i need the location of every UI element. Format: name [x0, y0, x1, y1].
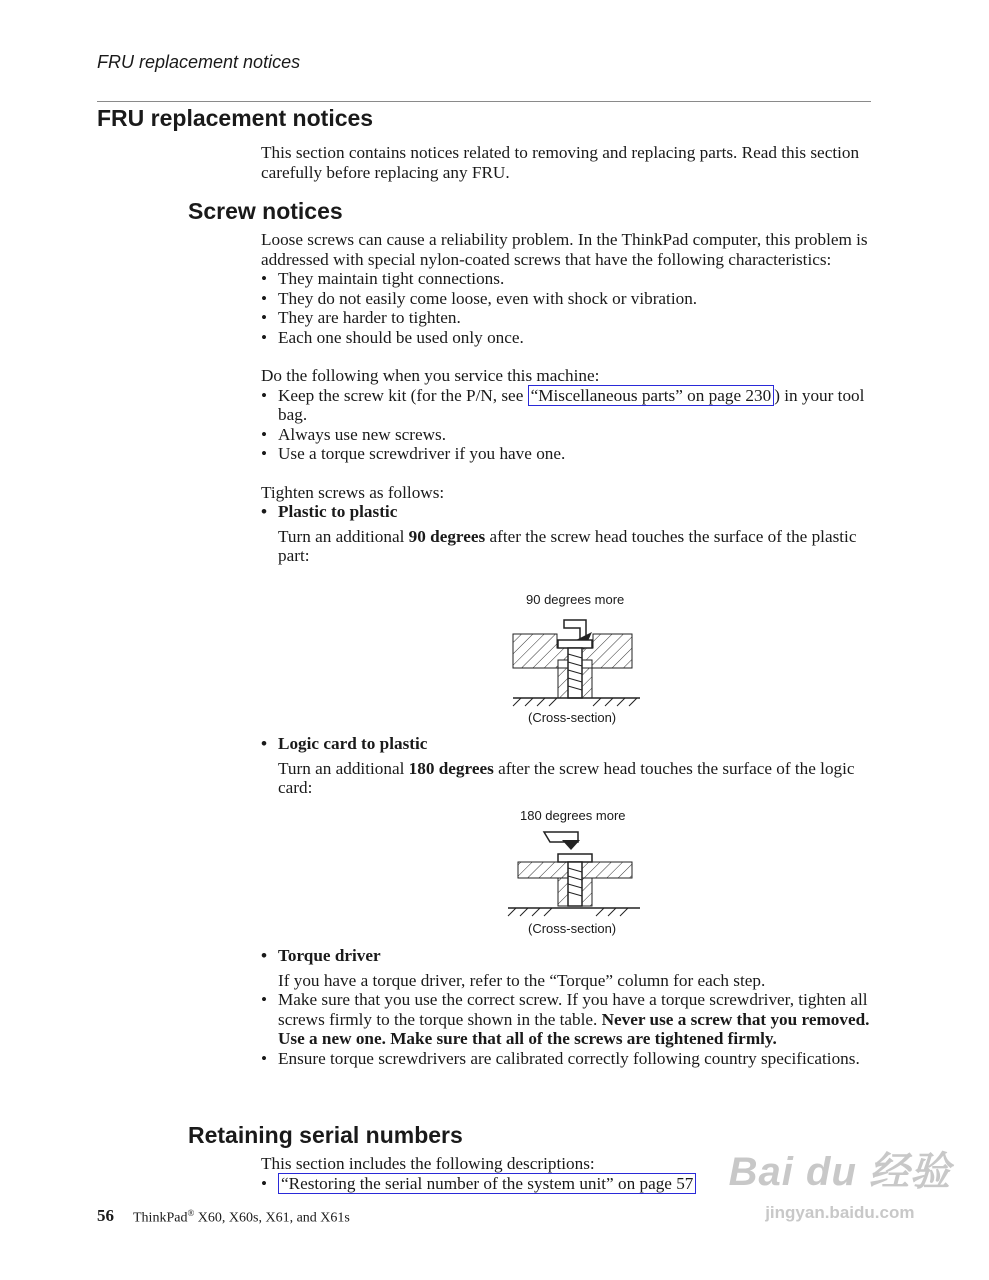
figure-caption-top: 180 degrees more: [520, 808, 626, 823]
running-header: FRU replacement notices: [97, 52, 301, 72]
bullet: •: [261, 385, 268, 405]
bullet: •: [261, 1173, 268, 1193]
figure-180-degrees: [500, 808, 650, 938]
figure-90-degrees: [500, 592, 650, 732]
figure-caption-bottom: (Cross-section): [528, 921, 617, 936]
bullet: •: [261, 1048, 268, 1068]
misc-parts-link[interactable]: “Miscellaneous parts” on page 230: [528, 385, 775, 406]
list-item: • Use a torque screwdriver if you have one.: [261, 444, 566, 463]
screw-notices-heading: Screw notices: [188, 198, 343, 224]
list-item: • Make sure that you use the correct screw. If you have a torque screwdriver, tighten all screws firmly to the torque shown in the table. Never use a screw that you removed. Use a new one. Make sure that all of the screws are tightened firmly.: [261, 990, 870, 1048]
screw-notices-body: [261, 230, 871, 566]
cross-section-diagram: [500, 610, 650, 715]
list-item: • They are harder to tighten.: [261, 308, 461, 327]
curved-arrow-icon: [544, 832, 580, 850]
watermark: [729, 1140, 951, 1223]
figure-caption-top: 90 degrees more: [526, 592, 625, 607]
bullet: •: [261, 288, 268, 308]
bullet: •: [261, 327, 268, 347]
footer-title: ThinkPad® X60, X60s, X61, and X61s: [133, 1208, 350, 1226]
list-item: • They maintain tight connections.: [261, 269, 505, 288]
list-item: • Each one should be used only once.: [261, 327, 524, 347]
header-rule: [97, 101, 871, 102]
bullet: •: [261, 990, 268, 1009]
logic-card-text: Turn an additional 180 degrees after the screw head touches the surface of the logic card:: [278, 758, 855, 797]
service-intro: Do the following when you service this machine:: [261, 366, 600, 385]
list-item: • Torque driver: [261, 946, 381, 965]
cross-section-diagram: [500, 826, 650, 921]
bullet: •: [261, 269, 268, 288]
bullet: •: [261, 308, 268, 327]
serial-intro: This section includes the following descriptions:: [261, 1154, 595, 1173]
serial-numbers-heading: Retaining serial numbers: [188, 1122, 463, 1148]
watermark-logo: Bai du 经验: [728, 1150, 951, 1194]
bullet: •: [261, 734, 268, 753]
bullet: •: [261, 946, 268, 965]
bullet: •: [261, 502, 268, 521]
screw-intro-text: Loose screws can cause a reliability problem. In the ThinkPad computer, this problem is addressed with special nylon-coated screws that have the following characteristics:: [261, 230, 868, 269]
list-item: • Ensure torque screwdrivers are calibrated correctly following country specifications.: [261, 1048, 860, 1068]
page-number: 56: [97, 1206, 114, 1225]
tighten-intro: Tighten screws as follows:: [261, 482, 445, 502]
plastic-to-plastic-text: Turn an additional 90 degrees after the screw head touches the surface of the plastic part:: [278, 526, 857, 565]
watermark-url: jingyan.baidu.com: [765, 1203, 915, 1222]
logic-card-section: [261, 734, 871, 798]
torque-driver-text: If you have a torque driver, refer to the “Torque” column for each step.: [278, 970, 766, 990]
figure-caption-bottom: (Cross-section): [528, 710, 617, 725]
list-item: • They do not easily come loose, even with shock or vibration.: [261, 288, 698, 308]
intro-paragraph: This section contains notices related to removing and replacing parts. Read this section carefully before replacing any FRU.: [261, 143, 860, 182]
torque-section: [261, 946, 871, 1068]
list-item: • Keep the screw kit (for the P/N, see “Miscellaneous parts” on page 230 ) in your tool bag.: [261, 385, 865, 424]
list-item: • Always use new screws.: [261, 424, 447, 444]
restore-serial-link[interactable]: “Restoring the serial number of the system unit” on page 57: [278, 1173, 696, 1194]
bullet: •: [261, 424, 268, 444]
bullet: •: [261, 444, 268, 463]
list-item: • Logic card to plastic: [261, 734, 428, 753]
list-item: • Plastic to plastic: [261, 502, 398, 521]
page-title: FRU replacement notices: [97, 105, 374, 131]
